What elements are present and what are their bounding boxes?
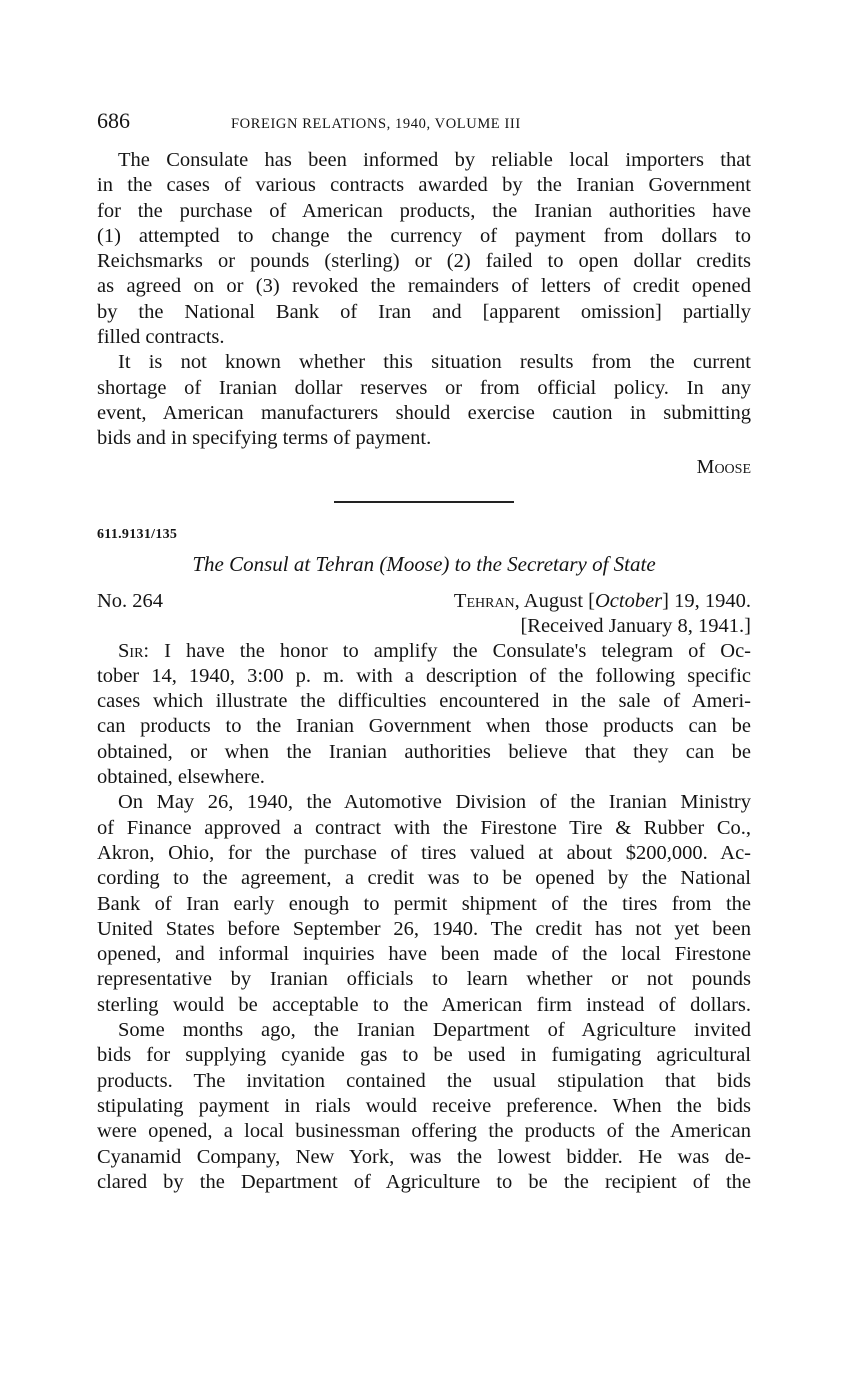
text-line: event, American manufacturers should exercise caution in submitting — [97, 401, 751, 424]
text-line: clared by the Department of Agriculture to be the recipient of the — [97, 1170, 751, 1193]
title-suffix: ) to the Secretary of State — [442, 551, 656, 576]
received-date: [Received January 8, 1941.] — [520, 614, 751, 637]
file-number: 611.9131/135 — [97, 526, 178, 542]
telegram-paragraph-2 — [97, 350, 751, 451]
text-line: United States before September 26, 1940. The credit has not yet been — [97, 917, 751, 940]
section-divider — [334, 501, 514, 503]
text-line: bids for supplying cyanide gas to be used in fumigating agricultural — [97, 1044, 751, 1067]
text-line: opened, and informal inquiries have been made of the local Firestone — [97, 943, 751, 966]
text-line: filled contracts. — [97, 326, 225, 349]
text-line: of Finance approved a contract with the Firestone Tire & Rubber Co., — [97, 816, 751, 839]
page-number: 686 — [97, 108, 130, 133]
text-line: Bank of Iran early enough to permit shipment of the tires from the — [97, 892, 751, 915]
text-line: products. The invitation contained the usual stipulation that bids — [97, 1069, 751, 1092]
text-line: cases which illustrate the difficulties encountered in the sale of Ameri- — [97, 690, 751, 713]
text-line: obtained, or when the Iranian authorities believe that they can be — [97, 740, 751, 763]
salutation: Sir — [118, 639, 144, 662]
salutation-rest: : I have the honor to amplify the Consulate's telegram of Oc- — [143, 639, 751, 662]
text-line: (1) attempted to change the currency of payment from dollars to — [97, 224, 751, 247]
document-number: No. 264 — [97, 589, 164, 612]
text-line: shortage of Iranian dollar reserves or from official policy. In any — [97, 376, 751, 399]
letter-paragraph-1 — [97, 639, 751, 791]
title-name: Moose — [386, 551, 443, 576]
document-title — [97, 551, 751, 577]
letter-paragraph-2 — [97, 790, 751, 1018]
signature: Moose — [696, 455, 751, 478]
text-line: The Consulate has been informed by reliable local importers that — [118, 149, 751, 171]
text-line: by the National Bank of Iran and [apparent omission] partially — [97, 300, 751, 323]
text-line: obtained, elsewhere. — [97, 766, 265, 789]
text-line: as agreed on or (3) revoked the remainders of letters of credit opened — [97, 275, 751, 298]
document-page — [97, 108, 751, 1195]
text-line: bids and in specifying terms of payment. — [97, 427, 432, 450]
text-line: for the purchase of American products, the Iranian authorities have — [97, 199, 751, 222]
text-line: Some months ago, the Iranian Department of Agriculture invited — [118, 1019, 751, 1042]
text-line: Reichsmarks or pounds (sterling) or (2) failed to open dollar credits — [97, 250, 751, 273]
place-date — [454, 589, 751, 614]
date-pre: , August [ — [514, 589, 595, 612]
text-line: were opened, a local businessman offering the products of the American — [97, 1120, 751, 1143]
text-line: representative by Iranian officials to learn whether or not pounds — [97, 968, 751, 991]
date-post: ] 19, 1940. — [662, 589, 751, 612]
text-line: tober 14, 1940, 3:00 p. m. with a description of the following specific — [97, 664, 751, 687]
text-line: It is not known whether this situation results from the current — [118, 351, 751, 374]
running-head — [97, 108, 751, 148]
salutation-line — [97, 639, 751, 664]
running-head-title: FOREIGN RELATIONS, 1940, VOLUME III — [231, 116, 521, 132]
text-line: cording to the agreement, a credit was to be opened by the National — [97, 867, 751, 890]
text-line: can products to the Iranian Government when those products can be — [97, 715, 751, 738]
text-line: Akron, Ohio, for the purchase of tires valued at about $200,000. Ac- — [97, 841, 751, 864]
telegram-paragraph-1 — [97, 148, 751, 350]
title-prefix: The Consul at Tehran ( — [192, 551, 387, 576]
text-line: Cyanamid Company, New York, was the lowest bidder. He was de- — [97, 1145, 751, 1168]
date-month: October — [594, 589, 663, 612]
text-line: On May 26, 1940, the Automotive Division of the Iranian Ministry — [118, 791, 751, 814]
place: Tehran — [453, 589, 515, 612]
text-line: stipulating payment in rials would receive preference. When the bids — [97, 1094, 751, 1117]
text-line: sterling would be acceptable to the American firm instead of dollars. — [97, 993, 751, 1016]
letter-paragraph-3 — [97, 1018, 751, 1195]
text-line: in the cases of various contracts awarded by the Iranian Government — [97, 174, 751, 197]
dateline — [97, 589, 751, 614]
